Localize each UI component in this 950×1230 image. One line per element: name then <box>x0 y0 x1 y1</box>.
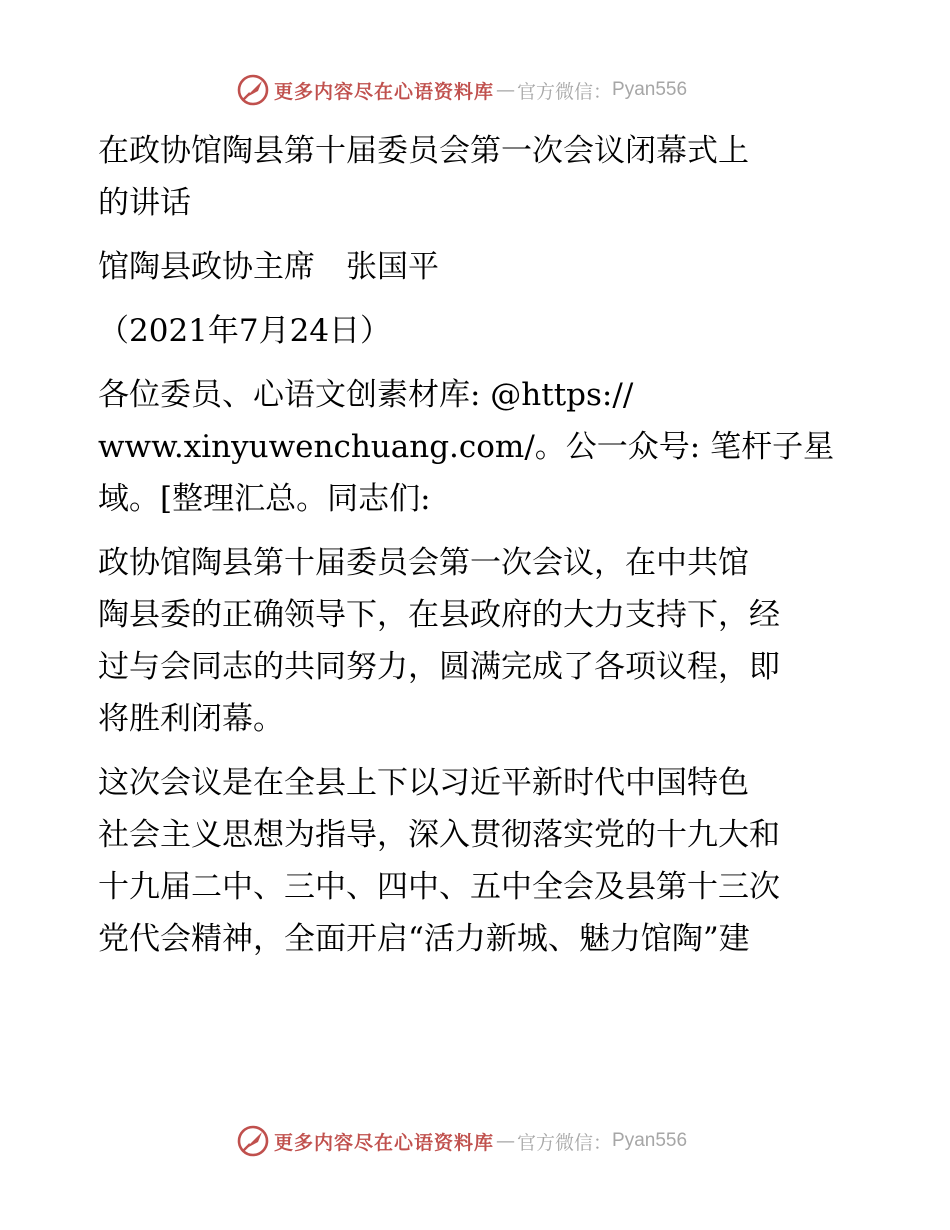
banner-main-text: 更多内容尽在心语资料库 <box>274 1131 495 1154</box>
doc-author: 馆陶县政协主席 张国平 <box>98 249 439 285</box>
greeting-line-2: www.xinyuwenchuang.com/。公一众号: 笔杆子星 <box>98 429 835 465</box>
quill-circle-icon <box>236 73 270 107</box>
paragraph-2-line-4: 党代会精神，全面开启“活力新城、魅力馆陶”建 <box>98 921 750 957</box>
footer-banner <box>236 1123 687 1159</box>
greeting-line-1: 各位委员、心语文创素材库: @https:// <box>98 377 634 413</box>
quill-circle-icon <box>236 1124 270 1158</box>
header-banner <box>236 72 687 108</box>
doc-title-line-2: 的讲话 <box>98 185 191 221</box>
banner-separator: — <box>496 79 516 101</box>
paragraph-2-line-2: 社会主义思想为指导，深入贯彻落实党的十九大和 <box>98 817 780 853</box>
banner-separator: — <box>496 1130 516 1152</box>
doc-date: （2021年7月24日） <box>98 313 392 349</box>
banner-main-text: 更多内容尽在心语资料库 <box>274 80 495 103</box>
banner-wechat-id: Pyan556 <box>612 79 688 100</box>
banner-sub-text: 官方微信： <box>517 1131 613 1154</box>
paragraph-1-line-2: 陶县委的正确领导下，在县政府的大力支持下，经 <box>98 597 780 633</box>
doc-title-line-1: 在政协馆陶县第十届委员会第一次会议闭幕式上 <box>98 133 749 169</box>
greeting-line-3: 域。[整理汇总。同志们: <box>98 481 431 517</box>
banner-wechat-id: Pyan556 <box>612 1130 688 1151</box>
paragraph-2-line-3: 十九届二中、三中、四中、五中全会及县第十三次 <box>98 869 780 905</box>
document-body <box>98 125 858 965</box>
paragraph-1-line-3: 过与会同志的共同努力，圆满完成了各项议程，即 <box>98 649 780 685</box>
paragraph-1-line-1: 政协馆陶县第十届委员会第一次会议，在中共馆 <box>98 545 749 581</box>
paragraph-2-line-1: 这次会议是在全县上下以习近平新时代中国特色 <box>98 765 749 801</box>
paragraph-1-line-4: 将胜利闭幕。 <box>98 701 284 737</box>
banner-sub-text: 官方微信： <box>517 80 613 103</box>
